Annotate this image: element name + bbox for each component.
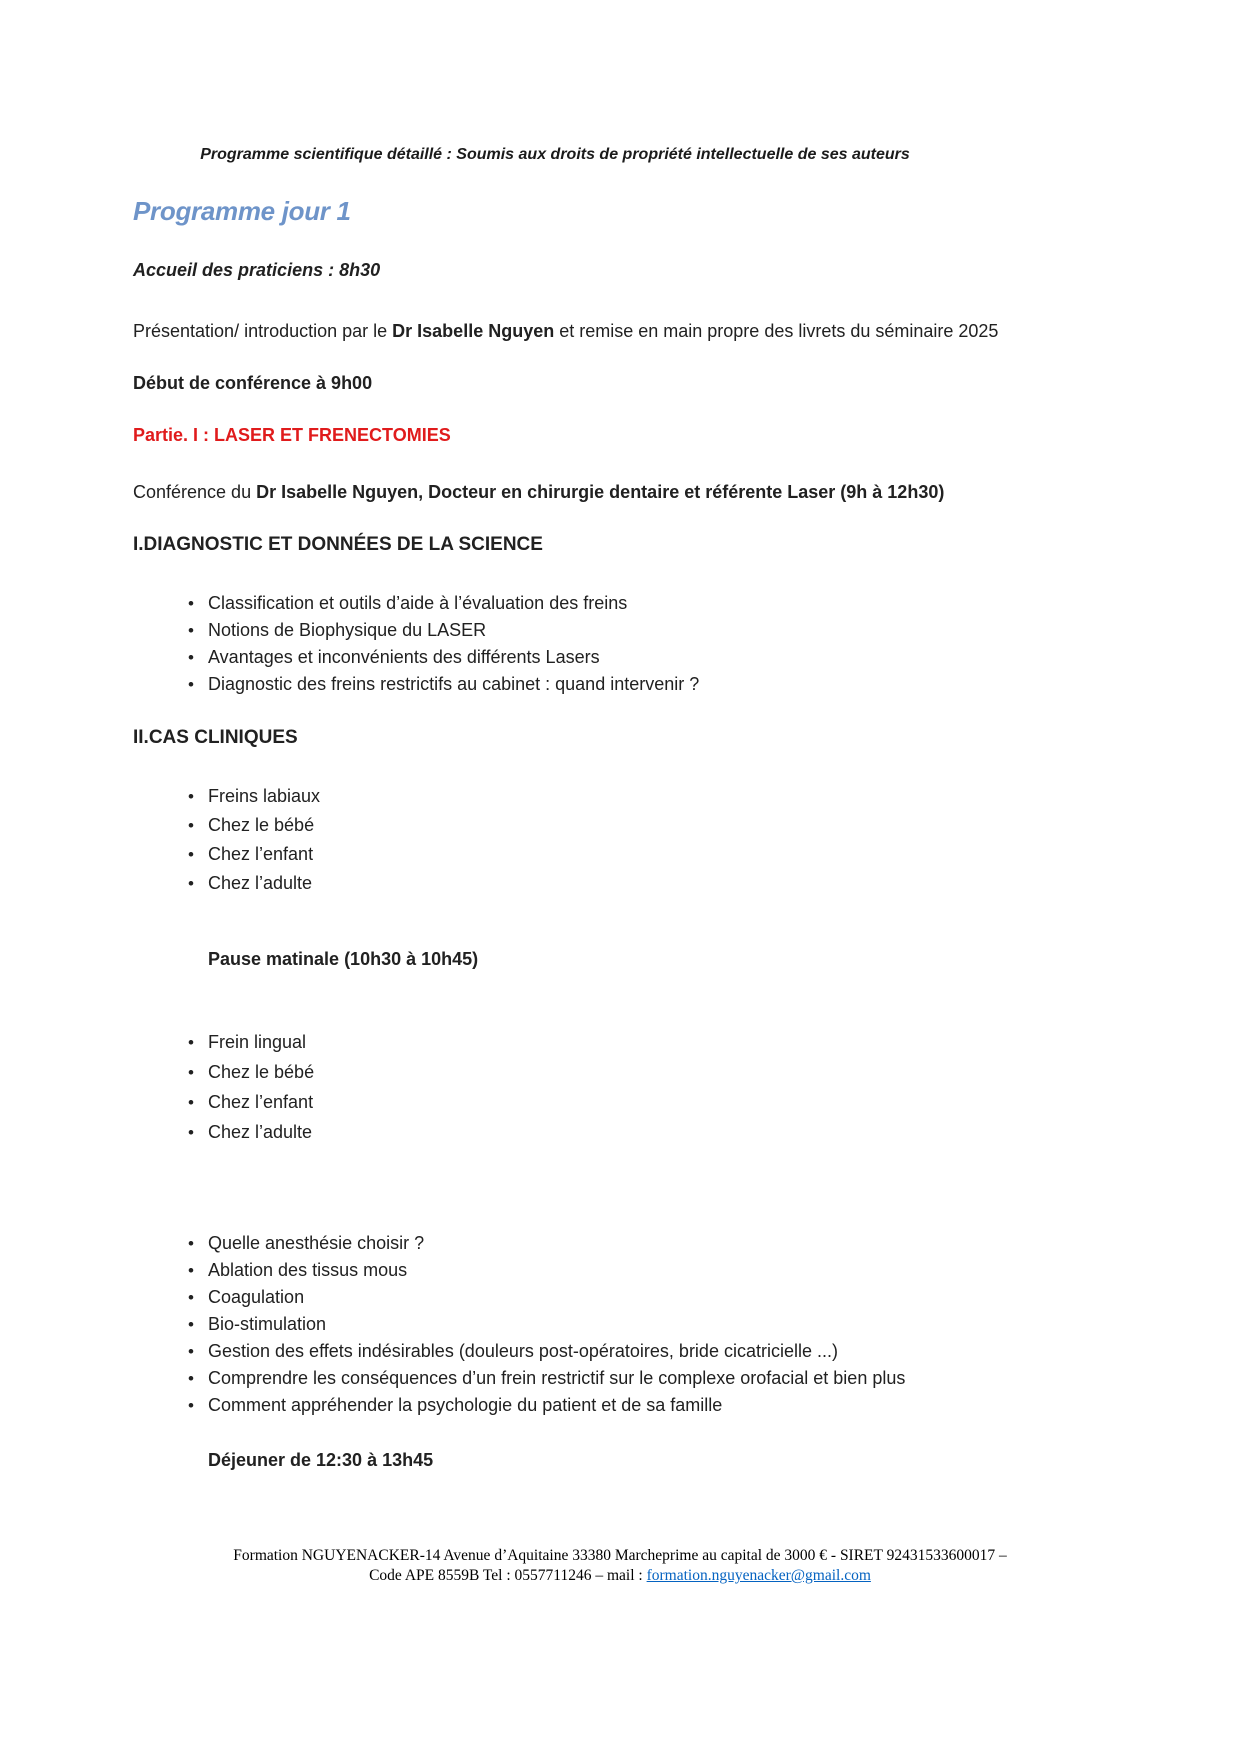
- bullet-icon: •: [188, 874, 194, 893]
- bullet-icon: •: [188, 1063, 194, 1082]
- lingual-list: [133, 1027, 1133, 1147]
- intro-prefix: Présentation/ introduction par le: [133, 321, 393, 341]
- bullet-icon: •: [188, 594, 194, 613]
- morning-break-heading: Pause matinale (10h30 à 10h45): [208, 949, 479, 969]
- list-item: [133, 671, 1133, 698]
- bullet-icon: •: [188, 787, 194, 806]
- footer-line1: Formation NGUYENACKER-14 Avenue d’Aquitaine 33380 Marcheprime au capital de 3000 € - SIRET 92431533600017 –: [233, 1547, 1007, 1564]
- labial-list: [133, 782, 1133, 898]
- footer-line2: [0, 1566, 1240, 1586]
- bullet-icon: •: [188, 1261, 194, 1280]
- techniques-list: [133, 1230, 1133, 1419]
- list-item-text: Quelle anesthésie choisir ?: [208, 1233, 425, 1253]
- list-item-text: Chez l’adulte: [208, 873, 313, 893]
- doc-title: Programme scientifique détaillé : Soumis aux droits de propriété intellectuelle de ses auteurs: [200, 146, 910, 163]
- list-item: [133, 1284, 1133, 1311]
- bullet-icon: •: [188, 1369, 194, 1388]
- list-item-text: Chez le bébé: [208, 815, 315, 835]
- bullet-icon: •: [188, 1288, 194, 1307]
- list-item-text: Comprendre les conséquences d’un frein restrictif sur le complexe orofacial et bien plus: [208, 1368, 906, 1388]
- list-item: [133, 811, 1133, 840]
- list-item: [133, 840, 1133, 869]
- list-item-text: Freins labiaux: [208, 786, 321, 806]
- diagnostic-list: [133, 590, 1133, 698]
- list-item: [133, 1230, 1133, 1257]
- bullet-icon: •: [188, 816, 194, 835]
- list-item: [133, 590, 1133, 617]
- page-footer: [0, 1546, 1240, 1586]
- bullet-icon: •: [188, 1315, 194, 1334]
- list-item-text: Notions de Biophysique du LASER: [208, 620, 487, 640]
- list-item-text: Frein lingual: [208, 1032, 307, 1052]
- bullet-icon: •: [188, 845, 194, 864]
- list-item: [133, 1257, 1133, 1284]
- list-item: [133, 1087, 1133, 1117]
- list-item: [133, 1365, 1133, 1392]
- list-item-text: Classification et outils d’aide à l’évaluation des freins: [208, 593, 628, 613]
- list-item: [133, 617, 1133, 644]
- list-item: [133, 1392, 1133, 1419]
- lunch-heading: Déjeuner de 12:30 à 13h45: [208, 1450, 434, 1470]
- intro-speaker: Dr Isabelle Nguyen: [392, 321, 555, 341]
- conference-prefix: Conférence du: [133, 482, 257, 502]
- list-item: [133, 1057, 1133, 1087]
- list-item-text: Chez l’adulte: [208, 1122, 313, 1142]
- list-item: [133, 1117, 1133, 1147]
- list-item: [133, 782, 1133, 811]
- list-item-text: Avantages et inconvénients des différents Lasers: [208, 647, 600, 667]
- clinical-cases-heading: II.CAS CLINIQUES: [133, 727, 298, 748]
- list-item: [133, 644, 1133, 671]
- list-item-text: Chez l’enfant: [208, 1092, 314, 1112]
- bullet-icon: •: [188, 1234, 194, 1253]
- bullet-icon: •: [188, 621, 194, 640]
- list-item: [133, 869, 1133, 898]
- list-item-text: Chez le bébé: [208, 1062, 315, 1082]
- accueil-heading: Accueil des praticiens : 8h30: [133, 260, 381, 280]
- conference-start-heading: Début de conférence à 9h00: [133, 373, 373, 393]
- bullet-icon: •: [188, 648, 194, 667]
- bullet-icon: •: [188, 675, 194, 694]
- list-item-text: Ablation des tissus mous: [208, 1260, 408, 1280]
- list-item-text: Comment appréhender la psychologie du patient et de sa famille: [208, 1395, 723, 1415]
- bullet-icon: •: [188, 1342, 194, 1361]
- footer-email-link[interactable]: formation.nguyenacker@gmail.com: [646, 1567, 871, 1584]
- diagnostic-section-heading: I.DIAGNOSTIC ET DONNÉES DE LA SCIENCE: [133, 534, 543, 555]
- bullet-icon: •: [188, 1093, 194, 1112]
- footer-line2-prefix: Code APE 8559B Tel : 0557711246 – mail :: [369, 1567, 647, 1584]
- list-item: [133, 1311, 1133, 1338]
- list-item-text: Bio-stimulation: [208, 1314, 327, 1334]
- list-item-text: Gestion des effets indésirables (douleurs post-opératoires, bride cicatricielle ...): [208, 1341, 838, 1361]
- list-item-text: Coagulation: [208, 1287, 305, 1307]
- conference-line: [133, 481, 1133, 503]
- list-item: [133, 1338, 1133, 1365]
- conference-speaker: Dr Isabelle Nguyen, Docteur en chirurgie dentaire et référente Laser (9h à 12h30): [256, 482, 945, 502]
- day-heading: Programme jour 1: [133, 196, 351, 226]
- intro-paragraph: [133, 320, 1133, 342]
- part1-heading: Partie. I : LASER ET FRENECTOMIES: [133, 425, 451, 445]
- bullet-icon: •: [188, 1033, 194, 1052]
- list-item: [133, 1027, 1133, 1057]
- intro-suffix: et remise en main propre des livrets du séminaire 2025: [554, 321, 999, 341]
- list-item-text: Diagnostic des freins restrictifs au cabinet : quand intervenir ?: [208, 674, 700, 694]
- list-item-text: Chez l’enfant: [208, 844, 314, 864]
- bullet-icon: •: [188, 1123, 194, 1142]
- bullet-icon: •: [188, 1396, 194, 1415]
